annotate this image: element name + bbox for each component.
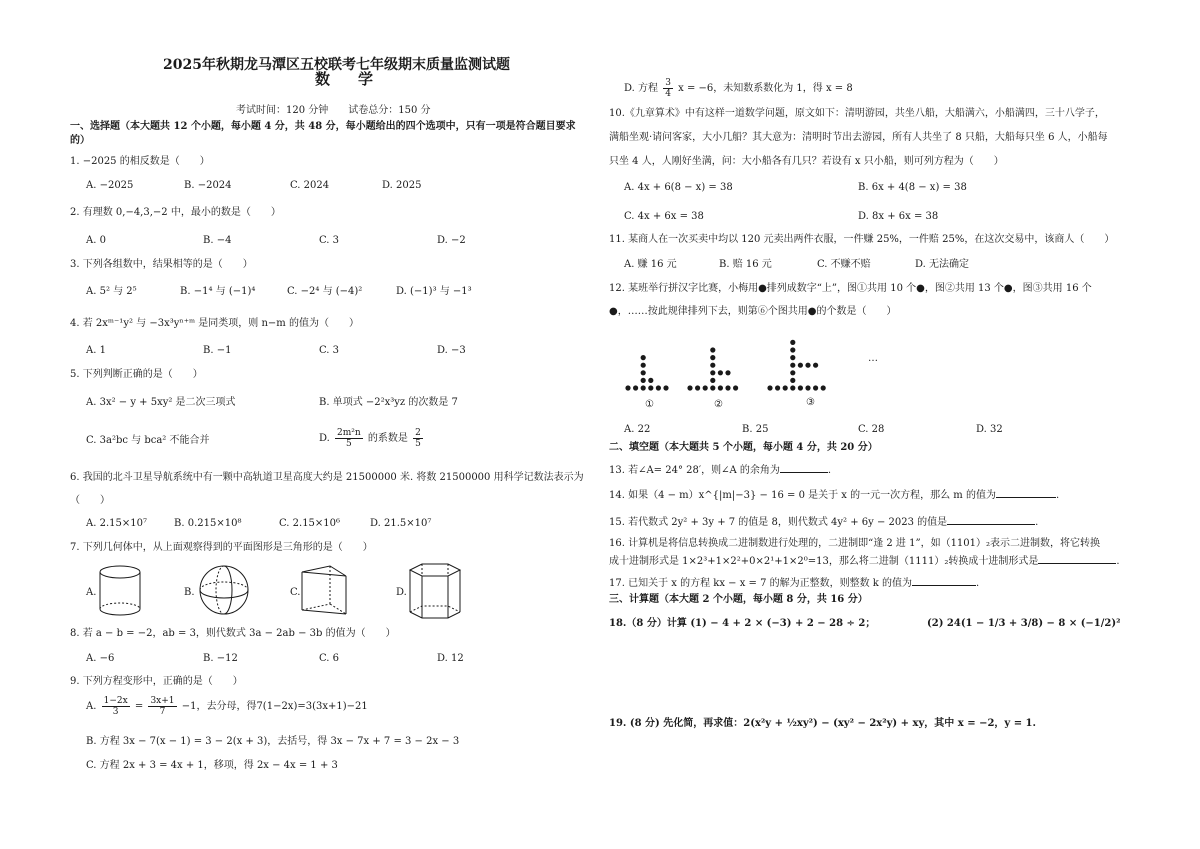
q6-stem-cont: （ ）	[70, 495, 110, 506]
dot	[648, 385, 653, 390]
q14: 14. 如果（4 − m）x^{|m|−3} − 16 = 0 是关于 x 的一元一次方程，那么 m 的值为 .	[609, 486, 1059, 503]
dot	[710, 385, 715, 390]
q9-option-a: A. $\frac{1-2x}{3}$ = $\frac{3x+1}{7}$ −1，去分母，得7(1−2x)=3(3x+1)−21	[86, 696, 368, 717]
q19: 19. (8 分) 先化简，再求值：2(x²y + ½xy²) − (xy² − 2x²y) + xy，其中 x = −2，y = 1.	[609, 718, 1036, 729]
dot	[703, 385, 708, 390]
dot	[641, 385, 646, 390]
q4-stem: 4. 若 2xᵐ⁻¹y² 与 −3x³yⁿ⁺ᵐ 是同类项，则 n−m 的值为（ ）	[70, 318, 359, 329]
q3-option-b: B. −1⁴ 与 (−1)⁴	[180, 286, 256, 297]
q11-option-d: D. 无法确定	[915, 259, 970, 270]
dot	[725, 385, 730, 390]
q5-stem: 5. 下列判断正确的是（ ）	[70, 369, 203, 380]
q6-stem: 6. 我国的北斗卫星导航系统中有一颗中高轨道卫星高度大约是 21500000 米. 将数 21500000 用科学记数法表示为	[70, 472, 584, 483]
q9-stem: 9. 下列方程变形中，正确的是（ ）	[70, 676, 243, 687]
section-3-title: 三、计算题（本大题 2 个小题，每小题 8 分，共 16 分）	[609, 594, 868, 605]
q10-option-c: C. 4x + 6x = 38	[624, 211, 704, 222]
dot	[813, 363, 818, 368]
q10-line-2: 满船坐观·请问客家，大小几船？其大意为：清明时节出去游园，所有人共坐了 8 只船，大船每只坐 6 人，小船每	[609, 132, 1108, 143]
q1-option-b: B. −2024	[184, 180, 232, 191]
q5-option-b: B. 单项式 −2²x³yz 的次数是 7	[319, 397, 458, 408]
q12-line-1: 12. 某班举行拼汉字比赛，小梅用●排列成数字“上”，图①共用 10 个●，图②共用 13 个●，图③共用 16 个	[609, 283, 1092, 294]
dot	[767, 385, 772, 390]
dot	[790, 378, 795, 383]
q14-answer-blank[interactable]	[996, 486, 1056, 498]
q10-option-b: B. 6x + 4(8 − x) = 38	[858, 182, 967, 193]
q6-option-d: D. 21.5×10⁷	[370, 518, 432, 529]
q6-option-a: A. 2.15×10⁷	[86, 518, 147, 529]
dot	[710, 355, 715, 360]
page-title: 2025年秋期龙马潭区五校联考七年级期末质量监测试题	[163, 57, 510, 73]
dot	[798, 363, 803, 368]
q2-stem: 2. 有理数 0,−4,3,−2 中，最小的数是（ ）	[70, 207, 281, 218]
dot	[813, 385, 818, 390]
pattern-ellipsis: …	[868, 353, 878, 364]
q15-answer-blank[interactable]	[947, 513, 1035, 525]
q4-option-b: B. −1	[203, 345, 232, 356]
q5-option-d: D. $\frac{\text{2m²n}}{5}$ 的系数是 $\frac{2}{5}$	[319, 428, 421, 449]
q13: 13. 若∠A= 24° 28′，则∠A 的余角为 .	[609, 461, 831, 478]
dot	[710, 378, 715, 383]
q17: 17. 已知关于 x 的方程 kx − x = 7 的解为正整数，则整数 k 的值为 .	[609, 574, 979, 591]
q17-answer-blank[interactable]	[912, 574, 976, 586]
q10-line-3: 只坐 4 人，人刚好坐满，问：大小船各有几只？若设有 x 只小船，则可列方程为（ ）	[609, 156, 1004, 167]
q2-option-d: D. −2	[437, 235, 466, 246]
hexagonal-prism-figure	[408, 562, 464, 622]
q6-option-b: B. 0.215×10⁸	[174, 518, 242, 529]
dot	[663, 385, 668, 390]
q3-option-a: A. 5² 与 2⁵	[86, 286, 137, 297]
dot	[710, 370, 715, 375]
q18-part-2: (2) 24(1 − 1/3 + 3/8) − 8 × (−1/2)²	[927, 618, 1121, 629]
dot	[725, 370, 730, 375]
dot	[798, 385, 803, 390]
dot	[710, 363, 715, 368]
q8-option-c: C. 6	[319, 653, 340, 664]
dot	[790, 370, 795, 375]
q4-option-c: C. 3	[319, 345, 340, 356]
q8-option-d: D. 12	[437, 653, 464, 664]
q2-option-a: A. 0	[86, 235, 106, 246]
q1-option-a: A. −2025	[86, 180, 134, 191]
q10-line-1: 10.《九章算术》中有这样一道数学问题，原文如下：清明游园，共坐八船，大船满六，小船满四，三十八学子，	[609, 108, 1105, 119]
figure-label-3: ③	[806, 397, 815, 408]
q4-option-a: A. 1	[86, 345, 106, 356]
dot	[656, 385, 661, 390]
q10-option-d: D. 8x + 6x = 38	[858, 211, 939, 222]
q11-option-c: C. 不赚不赔	[817, 259, 871, 270]
q12-line-2: ●，……按此规律排列下去，则第⑥个图共用●的个数是（ ）	[609, 306, 897, 317]
dot	[805, 363, 810, 368]
q2-option-c: C. 3	[319, 235, 340, 246]
q12-option-d: D. 32	[976, 424, 1003, 435]
q9-option-d: D. 方程 $\frac{3}{4}$ x = −6，未知数系数化为 1，得 x = 8	[624, 78, 853, 99]
q7-option-a: A.	[86, 587, 97, 598]
q5-option-a: A. 3x² − y + 5xy² 是二次三项式	[86, 397, 236, 408]
dot	[625, 385, 630, 390]
q3-option-d: D. (−1)³ 与 −1³	[396, 286, 472, 297]
q7-option-c: C.	[290, 587, 301, 598]
q6-option-c: C. 2.15×10⁶	[279, 518, 341, 529]
q7-option-b: B.	[184, 587, 195, 598]
q12-option-c: C. 28	[858, 424, 885, 435]
q9-option-b: B. 方程 3x − 7(x − 1) = 3 − 2(x + 3)，去括号，得 3x − 7x + 7 = 3 − 2x − 3	[86, 736, 460, 747]
q4-option-d: D. −3	[437, 345, 466, 356]
dot	[790, 340, 795, 345]
dot	[641, 370, 646, 375]
q11-option-b: B. 赔 16 元	[719, 259, 772, 270]
dot	[641, 363, 646, 368]
q3-option-c: C. −2⁴ 与 (−4)²	[287, 286, 363, 297]
dot	[718, 385, 723, 390]
dot	[633, 385, 638, 390]
q12-option-a: A. 22	[624, 424, 651, 435]
q8-stem: 8. 若 a − b = −2，ab = 3，则代数式 3a − 2ab − 3b 的值为（ ）	[70, 628, 396, 639]
q5-option-c: C. 3a²bc 与 bca² 不能合并	[86, 435, 210, 446]
dot	[641, 355, 646, 360]
figure-label-2: ②	[714, 399, 723, 410]
q8-option-b: B. −12	[203, 653, 238, 664]
dot	[687, 385, 692, 390]
dot	[821, 385, 826, 390]
cylinder-figure	[98, 565, 144, 617]
dot	[783, 385, 788, 390]
dot	[710, 347, 715, 352]
dot-pattern-figure	[620, 328, 880, 394]
dot	[718, 370, 723, 375]
q16-line-1: 16. 计算机是将信息转换成二进制数进行处理的，二进制即“逢 2 进 1”，如（1101）₂表示二进制数，将它转换	[609, 538, 1101, 549]
q8-option-a: A. −6	[86, 653, 115, 664]
section-1-title-cont: 的）	[70, 135, 90, 146]
q9-option-c: C. 方程 2x + 3 = 4x + 1，移项，得 2x − 4x = 1 + 3	[86, 760, 338, 771]
exam-info: 考试时间：120 分钟 试卷总分：150 分	[236, 105, 431, 116]
q16-line-2: 成十进制形式是 1×2³+1×2²+0×2¹+1×2⁰=13，那么将二进制（1111）₂转换成十进制形式是 .	[609, 552, 1120, 569]
triangular-prism-figure	[300, 564, 350, 618]
dot	[805, 385, 810, 390]
q16-answer-blank[interactable]	[1038, 552, 1116, 564]
section-1-title: 一、选择题（本大题共 12 个小题，每小题 4 分，共 48 分，每小题给出的四个选项中，只有一项是符合题目要求	[70, 121, 576, 132]
q7-stem: 7. 下列几何体中，从上面观察得到的平面图形是三角形的是（ ）	[70, 542, 373, 553]
q10-option-a: A. 4x + 6(8 − x) = 38	[624, 182, 733, 193]
q11-option-a: A. 赚 16 元	[624, 259, 677, 270]
dot	[790, 347, 795, 352]
dot	[775, 385, 780, 390]
q18-part-1: 18.（8 分）计算 (1) − 4 + 2 × (−3) + 2 − 28 ÷ 2；	[609, 618, 876, 629]
subject-title: 数学	[315, 70, 402, 88]
figure-label-1: ①	[645, 399, 654, 410]
sphere-figure	[198, 564, 250, 616]
q15: 15. 若代数式 2y² + 3y + 7 的值是 8，则代数式 4y² + 6y − 2023 的值是 .	[609, 513, 1038, 530]
q3-stem: 3. 下列各组数中，结果相等的是（ ）	[70, 259, 253, 270]
section-2-title: 二、填空题（本大题共 5 个小题，每小题 4 分，共 20 分）	[609, 442, 878, 453]
dot	[695, 385, 700, 390]
dot	[733, 385, 738, 390]
q13-answer-blank[interactable]	[780, 461, 828, 473]
q1-option-d: D. 2025	[382, 180, 422, 191]
dot	[648, 378, 653, 383]
q1-stem: 1. −2025 的相反数是（ ）	[70, 156, 210, 167]
dot	[790, 385, 795, 390]
q1-option-c: C. 2024	[290, 180, 330, 191]
q7-option-d: D.	[396, 587, 407, 598]
q11-stem: 11. 某商人在一次买卖中均以 120 元卖出两件衣服，一件赚 25%，一件赔 25%，在这次交易中，该商人（ ）	[609, 234, 1115, 245]
dot	[790, 355, 795, 360]
q12-option-b: B. 25	[742, 424, 769, 435]
dot	[790, 363, 795, 368]
q2-option-b: B. −4	[203, 235, 232, 246]
dot	[641, 378, 646, 383]
